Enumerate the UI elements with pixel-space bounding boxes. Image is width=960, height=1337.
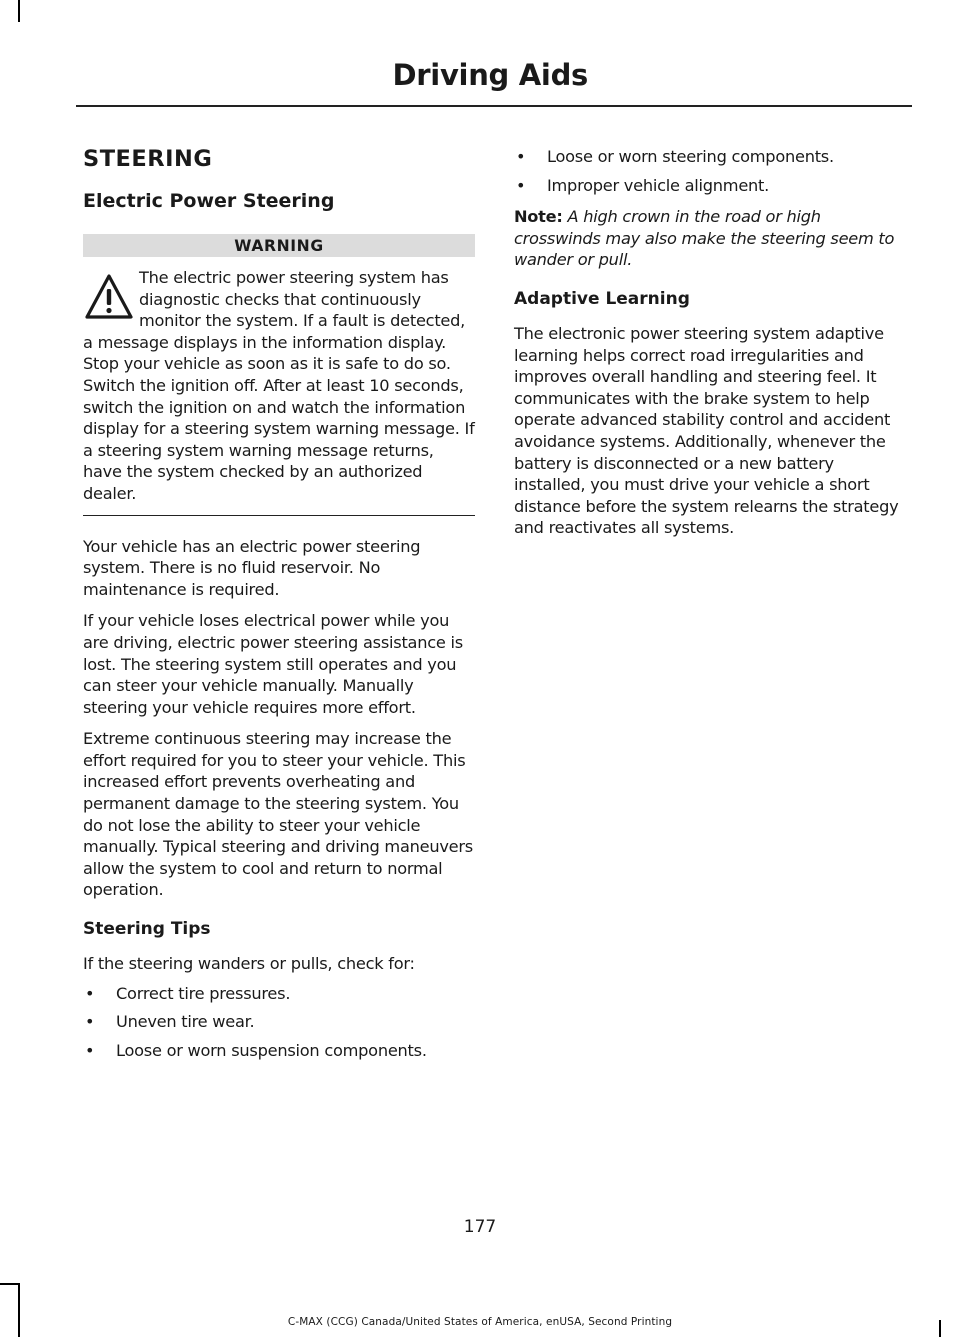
warning-box [83,234,475,516]
note [514,206,908,271]
warning-text: The electric power steering system has diagnostic checks that continuously monitor the system. If a fault is detected, a message displays in the information display. Stop your vehicle as soon as it is safe to do so. Switch the ignition off. After at least 10 seconds, switch the ignition on and watch the information display for a steering system warning message. If a steering system warning message returns, have the system checked by an authorized dealer. [83,268,475,503]
subsection-title: Electric Power Steering [83,190,335,212]
bullet-glyph: • [516,175,526,195]
list-item [83,1011,475,1033]
bullet-glyph: • [85,1040,95,1060]
warning-body [83,267,475,505]
steering-tips-list-continued [514,146,908,196]
section-title: STEERING [83,146,213,172]
crop-mark-bottom-left-h [0,1283,18,1285]
adaptive-learning-title: Adaptive Learning [514,288,690,309]
right-column [514,146,908,549]
list-item [83,1040,475,1062]
paragraph-1: Your vehicle has an electric power steering system. There is no fluid reservoir. No maintenance is required. [83,536,421,599]
paragraph-2: If your vehicle loses electrical power while you are driving, electric power steering assistance is lost. The steering system still operates and you can steer your vehicle manually. Manually steering your vehicle requires more effort. [83,611,463,717]
bullet-glyph: • [85,983,95,1003]
list-item-text: Loose or worn suspension components. [116,1040,427,1060]
footer-publication: C-MAX (CCG) Canada/United States of America, enUSA, Second Printing [287,1316,673,1328]
list-item [83,983,475,1005]
note-label: Note: [514,207,563,227]
steering-tips-intro: If the steering wanders or pulls, check for: [83,954,415,974]
crop-mark-top-left [18,0,20,22]
header-rule [76,105,912,107]
list-item-text: Correct tire pressures. [116,983,291,1003]
bullet-glyph: • [85,1012,95,1032]
page-header-title: Driving Aids [392,58,588,92]
paragraph-3: Extreme continuous steering may increase the effort required for you to steer your vehicle. This increased effort prevents overheating and permanent damage to the steering system. You do not lose the ability to steer your vehicle manually. Typical steering and driving maneuvers allow the system to cool and return to normal operation. [83,729,473,900]
warning-rule [83,515,475,516]
bullet-glyph: • [516,147,526,166]
page-number: 177 [463,1217,497,1237]
warning-triangle-icon [85,273,133,321]
list-item [514,175,908,197]
left-column [83,146,475,1071]
list-item [514,146,908,168]
steering-tips-title: Steering Tips [83,919,211,940]
list-item-text: Improper vehicle alignment. [547,175,770,195]
list-item-text: Uneven tire wear. [116,1012,255,1032]
adaptive-learning-text: The electronic power steering system adaptive learning helps correct road irregularities and improves overall handling and steering feel. It communicates with the brake system to help operate advanced stability control and accident avoidance systems. Additionally, whenever the battery is disconnected or a new battery installed, you must drive your vehicle a short distance before the system relearns the strategy and reactivates all systems. [514,323,899,538]
steering-tips-list [83,983,475,1062]
note-text: A high crown in the road or high crosswinds may also make the steering seem to wander or pull. [514,207,895,270]
crop-mark-bottom-left [18,1283,20,1337]
warning-label: WARNING [83,234,475,257]
list-item-text: Loose or worn steering components. [547,147,834,166]
